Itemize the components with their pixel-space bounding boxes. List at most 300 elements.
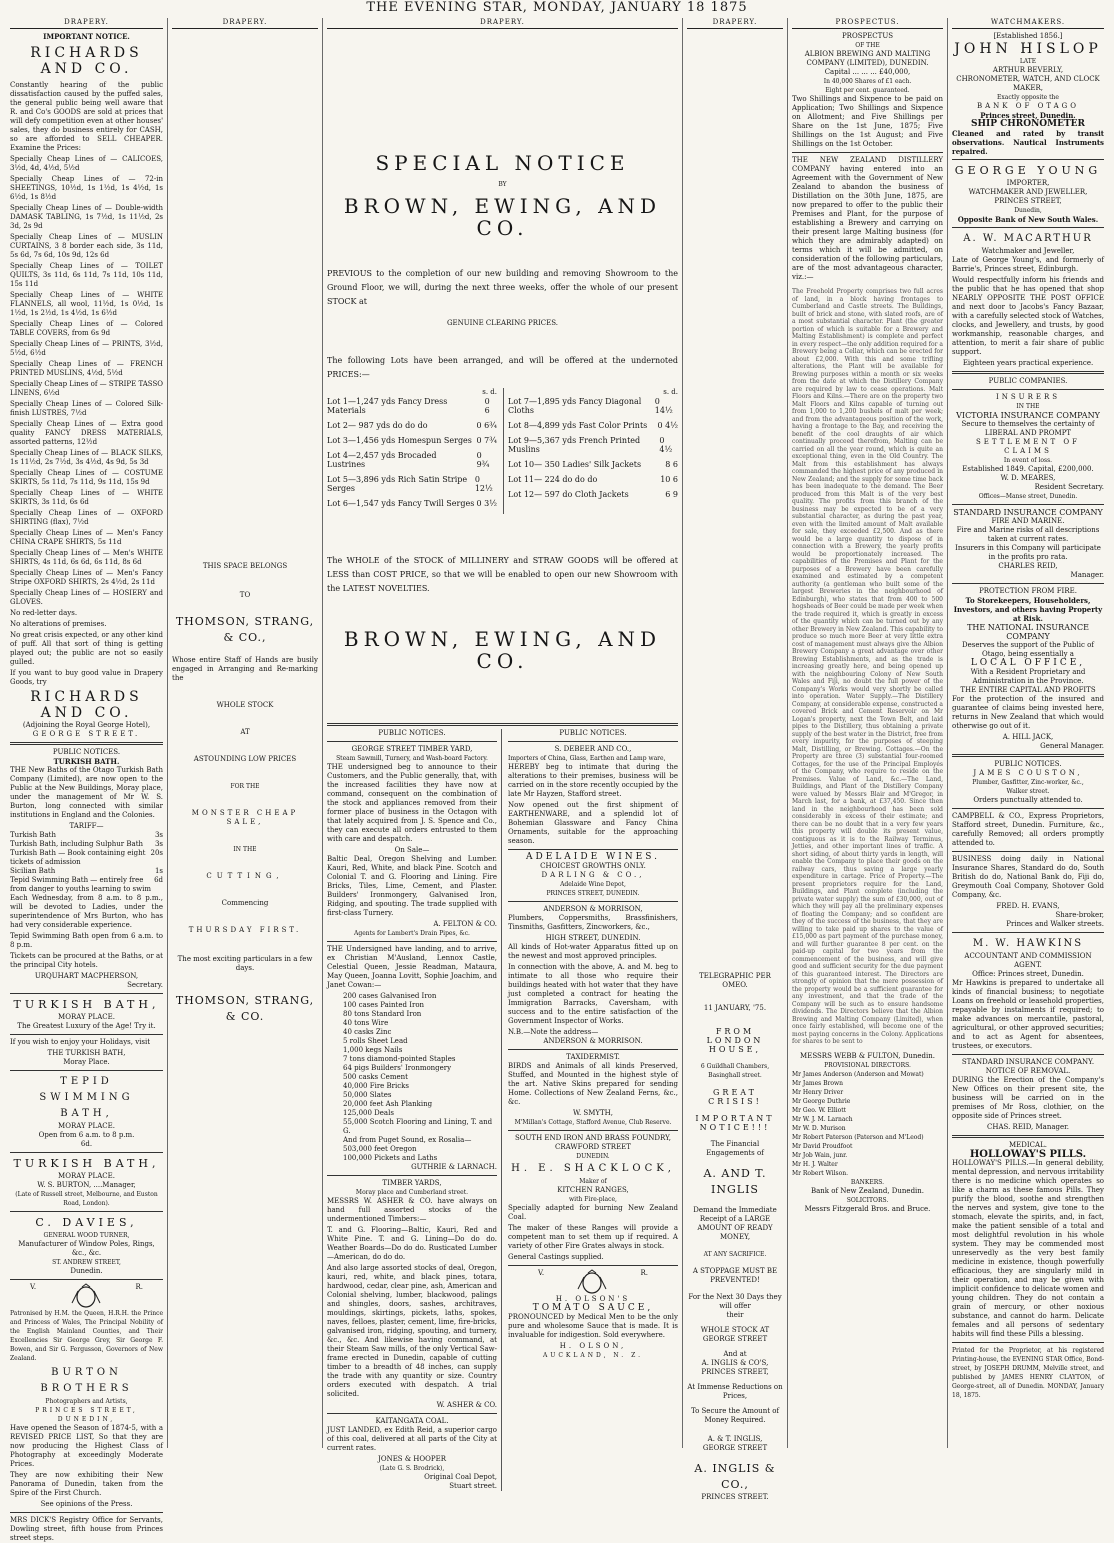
public-notices-6: PUBLIC NOTICES. [994, 760, 1062, 768]
bb-panorama: They are now exhibiting their New Panorama of Dunedin, taken from the Spire of the First Church. [10, 1471, 163, 1497]
tepid-bath-title: TEPID SWIMMING BATH, [39, 1076, 134, 1119]
established: [Established 1856.] [993, 32, 1063, 40]
stuart-street: Stuart street. [449, 1482, 497, 1490]
turkish-bath-4: TURKISH BATH, [13, 1157, 160, 1170]
ship-text: Cleaned and rated by transit observations. Nautical Instruments repaired. [952, 129, 1104, 156]
fireplace: with Fire-place, [569, 1196, 617, 1203]
director-item: Mr David Proudfoot [792, 1142, 853, 1150]
inglis-co: A. INGLIS & CO., [694, 1462, 776, 1491]
pn-left-header: PUBLIC NOTICES. [378, 729, 446, 737]
price-list [10, 155, 163, 607]
cutting: CUTTING, [206, 872, 284, 880]
director-item: Mr James Anderson (Anderson and Mowat) [792, 1070, 924, 1078]
price-list-item: Specially Cheap Lines of — Extra good quality FANCY DRESS MATERIALS, assorted patterns, 12½d [10, 420, 163, 446]
public-notices-header: PUBLIC NOTICES. [52, 748, 121, 756]
adelaide-wines: ADELAIDE WINES. [526, 852, 660, 862]
timber-yards: TIMBER YARDS, [382, 1179, 442, 1187]
price-list-item: Specially Cheap Lines of — MUSLIN CURTAINS, 3 8 border each side, 3s 11d, 5s 6d, 7s 6d, 10s 9d, 12s 6d [10, 233, 163, 259]
price-list-item: Specially Cheap Lines of — WHITE FLANNELS, all wool, 11½d, 1s 0½d, 1s 1½d, 1s 2½d, 1s 4½d, 1s 6½d [10, 291, 163, 317]
burton-brothers: BURTON BROTHERS [40, 1367, 133, 1394]
moray-place: MORAY PLACE. [58, 1013, 115, 1021]
whole-stock-george: WHOLE STOCK AT GEORGE STREET [700, 1326, 770, 1343]
for-the: FOR THE [230, 783, 260, 790]
section-header: WATCHMAKERS. [952, 18, 1104, 29]
late: LATE [1019, 58, 1037, 65]
watchmaker-jeweller: WATCHMAKER AND JEWELLER, [968, 188, 1088, 196]
local-text: With a Resident Proprietary and Administration in the Province. [970, 668, 1086, 685]
and-at: And at [723, 1350, 747, 1358]
tomato-sauce: TOMATO SAUCE, [532, 1303, 654, 1313]
turkish-bath-title: TURKISH BATH. [53, 757, 120, 766]
kitchen-ranges: KITCHEN RANGES, [557, 1186, 629, 1194]
darling-co: DARLING & CO., [541, 871, 645, 879]
asher-sig: W. ASHER & CO. [436, 1401, 497, 1409]
anderson-morrison-2: ANDERSON & MORRISON. [543, 1037, 643, 1045]
section-header: DRAPERY. [172, 18, 318, 29]
wednesday-text: Each Wednesday, from 8 a.m. to 8 p.m., will be devoted to Ladies, under the superintendence of Mrs Burton, who has had very considerable experience. [10, 894, 163, 929]
george-street: GEORGE STREET [702, 1444, 768, 1452]
price-list-item: Specially Cheap Lines of — STRIPE TASSO LINENS, 6½d [10, 380, 163, 397]
young-city: Dunedin, [1014, 207, 1042, 214]
asher-text: MESSRS W. ASHER & CO. have always on hand full assorted stocks of the undermentioned Timbers:— [327, 1197, 497, 1223]
from-london: FROM LONDON HOUSE, [706, 1027, 764, 1054]
tariff-price: 20s [150, 849, 163, 857]
local-office: LOCAL OFFICE, [970, 658, 1086, 668]
public-notices-area [327, 729, 678, 1491]
hill-jack: A. HILL JACK, [1002, 733, 1054, 741]
tariff-item: Tepid Swimming Bath — entirely free from danger to youths learning to swim [10, 876, 152, 893]
bb-text: Have opened the Season of 1874-5, with a REVISED PRICE LIST, So that they are now producing the Highest Class of Photography at exceedingly Moderate Prices. [10, 1424, 163, 1468]
holloway-title: HOLLOWAY'S PILLS. [969, 1149, 1087, 1160]
webb-fulton: MESSRS WEBB & FULTON, Dunedin. [800, 1051, 935, 1060]
cargo-item: 200 cases Galvanised Iron [343, 992, 437, 1000]
directors-title: PROVISIONAL DIRECTORS. [824, 1061, 911, 1069]
lot-description: Lot 9—5,367 yds French Printed Muslins [508, 436, 641, 454]
davies-address: ST. ANDREW STREET, [52, 1259, 121, 1266]
date-line: 11 JANUARY, '75. [703, 1004, 767, 1012]
guildhall: 6 Guildhall Chambers, Basinghall street. [700, 1063, 770, 1079]
debeer-sub: Importers of China, Glass, Earthen and Lamp ware, [508, 755, 666, 762]
stoppage: A STOPPAGE MUST BE PREVENTED! [692, 1267, 778, 1284]
princes-street: PRINCES STREET, [701, 1368, 769, 1376]
olson-name: H. OLSON'S [555, 1295, 631, 1303]
cargo-item: 125,000 Deals [343, 1109, 394, 1117]
timber-text: THE undersigned beg to announce to their Customers, and the Public generally, that, with the increased facilities they have now at command, consequent on the combination of the stock and appliances removed from their former place of business in the Octagon with that lately acquired from J. S. Spence and Co., they can execute all orders entrusted to them with care and despatch. [327, 763, 497, 843]
lambert-text: Agents for Lambert's Drain Pipes, &c. [354, 930, 470, 937]
inglis-cos: A. INGLIS & CO'S, [701, 1359, 769, 1367]
director-item: Mr W. J. M. Larnach [792, 1115, 853, 1123]
thomson-strang: THOMSON, STRANG, & CO., [175, 615, 315, 644]
burton-note: (Late of Russell street, Melbourne, and Euston Road, London). [15, 1191, 158, 1207]
debeer-name: S. DEBEER AND CO., [554, 745, 632, 753]
princes-street-2: PRINCES STREET. [701, 1493, 769, 1501]
nb-text: N.B.—Note the address— [508, 1028, 599, 1036]
lot-price: 0 7¾ [476, 436, 497, 445]
cargo-item: 5 rolls Sheet Lead [343, 1037, 408, 1045]
sacrifice: AT ANY SACRIFICE. [703, 1251, 767, 1258]
fire-marine: FIRE AND MARINE. [991, 517, 1065, 525]
lot-description: Lot 5—3,896 yds Rich Satin Stripe Serges [327, 475, 468, 493]
column-1 [6, 18, 168, 1542]
tariff-item: Turkish Bath — Book containing eight tickets of admission [10, 849, 146, 866]
foundry-title: SOUTH END IRON AND BRASS FOUNDRY, [514, 1134, 672, 1142]
no-alterations: No alterations of premises. [10, 620, 107, 628]
bb-opinions: See opinions of the Press. [40, 1500, 133, 1508]
insurers: INSURERS [995, 393, 1061, 401]
lot-description: Lot 11— 224 do do do [508, 475, 598, 484]
intro-text: Constantly hearing of the public dissatisfaction caused by the puffed sales, the general public being well aware that R. and Co's GOODS are sold at prices that will defy competition even at other houses' sales, they do business entirely for CASH, so are afforded to SELL CHEAPER. Examine the Prices: [10, 81, 163, 152]
general-manager: General Manager. [1040, 742, 1104, 750]
whole-stock: WHOLE STOCK [216, 701, 274, 709]
prospectus-intro: THE NEW ZEALAND DISTILLERY COMPANY having entered into an Agreement with the Government of New Zealand to abandon the business of Distillation on the 30th June, 1875, are now prepared to offer to the public their Premises and Plant, for the purpose of establishing a Brewery and carrying on their present large Malting business (for which they are admirably adapted) on terms which it will be admitted, on consideration of the following particulars, are of the most advantageous character, viz.:— [792, 156, 943, 281]
choicest: CHOICEST GROWTHS ONLY. [540, 862, 646, 870]
asher-list: T. and G. Flooring—Baltic, Kauri, Red and White Pine. T. and G. Lining—Do do do. Weather Boards—Do do do. Rusticated Lumber—American, do do do. [327, 1226, 497, 1261]
taxidermist: TAXIDERMIST. [566, 1053, 620, 1061]
director-item: Mr W. D. Murison [792, 1124, 846, 1132]
landing-text: THE Undersigned have landing, and to arrive, ex Christian M'Ausland, Lennox Castle, Celestial Queen, Jessie Readman, Mataura, May Queen, Joanna Lovitt, Sophie Joachim, and Janet Cowan:— [327, 945, 497, 989]
foundry-city: DUNEDIN. [576, 1153, 610, 1160]
john-hislop: JOHN HISLOP [954, 41, 1102, 57]
street-name: GEORGE STREET. [32, 730, 141, 738]
davies-name: C. DAVIES, [35, 1216, 138, 1229]
section-header: DRAPERY. [327, 18, 678, 29]
tariff-item: Turkish Bath [10, 831, 56, 839]
immense: At Immense Reductions on Prices, [687, 1383, 783, 1400]
cargo-item: 500 casks Cement [343, 1073, 408, 1081]
price-list-item: Specially Cheap Lines of — TOILET QUILTS, 3s 11d, 6s 11d, 7s 11d, 10s 11d, 15s 11d [10, 262, 163, 288]
column-2 [168, 18, 323, 1448]
importer: IMPORTER, [1006, 179, 1050, 187]
public-notices-right [508, 729, 678, 1491]
lot-price: 0 14½ [654, 397, 673, 415]
solicitor-firm: Messrs Fitzgerald Bros. and Bruce. [804, 1204, 931, 1213]
insurers-text: Insurers in this Company will participate in the profits pro rata. [955, 544, 1101, 561]
secretary-title: Secretary. [127, 981, 163, 989]
section-header: PROSPECTUS. [792, 18, 943, 29]
anderson-more: In connection with the above, A. and M. beg to intimate to all those who require their buildings heated with hot water that they have just completed a contract for heating the Immigration Barracks, Caversham, with success and to the entire satisfaction of the Government Inspector of Works. [508, 963, 678, 1025]
bank-of-otago: BANK OF OTAGO [976, 102, 1079, 110]
section-header: DRAPERY. [687, 18, 783, 29]
payment-terms: Two Shillings and Sixpence to be paid on Application; Two Shillings and Sixpence on Allotment; and Five Shillings per Share on the 1st June, 1875; Five Shillings on the 1st August; and Five Shillings on the 1st October. [792, 95, 943, 148]
exciting-text: The most exciting particulars in a few days. [177, 955, 313, 972]
royal-arms-row [10, 1283, 163, 1309]
in-the: IN THE [1016, 403, 1040, 410]
standard-2: STANDARD INSURANCE COMPANY. [961, 1058, 1095, 1066]
shacklock-name: H. E. SHACKLOCK, [511, 1163, 675, 1174]
cargo-item: 100,000 Pickets and Laths [343, 1154, 438, 1162]
lots-intro: The following Lots have been arranged, and will be offered at the undernoted PRICES:— [327, 356, 678, 379]
lots-right [508, 397, 678, 499]
commencing: Commencing [221, 899, 269, 907]
lot-price: 10 6 [660, 475, 678, 484]
couston-addr: Walker street. [1006, 788, 1050, 795]
tariff-price: 6d [154, 876, 163, 884]
removal-text: DURING the Erection of the Company's New Offices on their present site, the business will be carried on in the premises of Mr Ross, clothier, on the opposite side of Princes street. [952, 1076, 1104, 1120]
national-insurance: THE NATIONAL INSURANCE COMPANY [967, 623, 1089, 641]
auckland: AUCKLAND, N. Z. [542, 1352, 644, 1359]
turkish-bath-title-2: TURKISH BATH, [13, 998, 160, 1011]
hawkins-sub: ACCOUNTANT AND COMMISSION AGENT. [964, 952, 1092, 969]
guaranteed: Eight per cent. guaranteed. [825, 87, 910, 94]
important-notice: IMPORTANT NOTICE!!! [695, 1114, 775, 1132]
hawkins-text: Mr Hawkins is prepared to undertake all kinds of financial business; to negotiate Loans on freehold or leasehold properties, repayable by instalments if required; to make advances on mercantile, pastoral, agricultural, or other approved securities; and to act as Agent for absentees, trustees, or executors. [952, 979, 1104, 1050]
lot-description: Lot 8—4,899 yds Fast Color Prints [508, 421, 648, 430]
ranges-more: The maker of these Ranges will provide a competent man to set them up if required. A variety of other Fire Grates always in stock. [508, 1224, 678, 1250]
cargo-item: 40 tons Wire [343, 1019, 389, 1027]
felton-sig: A. FELTON & CO. [433, 920, 497, 928]
director-item: Mr James Brown [792, 1079, 844, 1087]
previous-text: PREVIOUS to the completion of our new building and removing Showroom to the Ground Floor, we will, during the next three weeks, offer the whole of our present STOCK at [327, 269, 678, 306]
cargo-item: 40,000 Fire Bricks [343, 1082, 410, 1090]
notice-removal: NOTICE OF REMOVAL. [985, 1067, 1071, 1075]
manager: Manager. [1070, 571, 1104, 579]
lot-price: 0 4½ [657, 421, 678, 430]
cargo-item: 55,000 Scotch Flooring and Lining, T. and G. [343, 1118, 493, 1135]
anderson-addr: HIGH STREET, DUNEDIN. [545, 934, 641, 942]
entire-capital: THE ENTIRE CAPITAL AND PROFITS [960, 686, 1096, 694]
timber-title: GEORGE STREET TIMBER YARD, [351, 745, 473, 753]
ship-chronometer: SHIP CHRONOMETER [970, 119, 1086, 129]
special-notice: SPECIAL NOTICE [375, 151, 630, 175]
tickets-text: Tickets can be procured at the Baths, or at the principal City hotels. [10, 952, 163, 969]
genuine-prices: GENUINE CLEARING PRICES. [446, 319, 559, 327]
director-item: Mr Henry Driver [792, 1088, 844, 1096]
charles-reid: CHARLES REID, [998, 562, 1058, 570]
vr-r-2: R. [640, 1269, 648, 1277]
bb-street: PRINCES STREET, DUNEDIN, [35, 1407, 138, 1423]
lot-description: Lot 10— 350 Ladies' Silk Jackets [508, 460, 642, 469]
no-red-letter: No red-letter days. [10, 609, 78, 617]
lot-row [327, 397, 497, 415]
cargo-item: 80 tons Standard Iron [343, 1010, 422, 1018]
smyth-name: W. SMYTH, [572, 1109, 613, 1117]
tariff-item: Sicilian Bath [10, 867, 56, 875]
price-list-item: Specially Cheap Lines of — COSTUME SKIRTS, 5s 11d, 7s 11d, 9s 11d, 15s 9d [10, 469, 163, 486]
darling-addr: PRINCES STREET, DUNEDIN. [546, 890, 640, 897]
lot-description: Lot 2— 987 yds do do do [327, 421, 428, 430]
thomson-strang-2: THOMSON, STRANG, & CO. [175, 994, 315, 1023]
taxidermist-text: BIRDS and Animals of all kinds Preserved, Stuffed, and Mounted in the highest style of the art. Native Skins prepared for sending Home. Collections of New Zealand Ferns, &c., &c. [508, 1062, 678, 1106]
printer-imprint: Printed for the Proprietor, at his registered Printing-house, the EVENING STAR Office, Bond-street, by JOSEPH DRUMM, Melville street, and published by JAMES HENRY CLAYTON, of George-street, all of Dunedin. MONDAY, January 18, 1875. [952, 1347, 1104, 1399]
capital: Capital ... ... ... £40,000, [824, 68, 911, 76]
tariff-row [10, 867, 163, 876]
lot-description: Lot 12— 597 do Cloth Jackets [508, 490, 629, 499]
lot-row [508, 475, 678, 484]
campbell: CAMPBELL & CO., Express Proprietors, Stafford street, Dunedin. Furniture, &c., carefully Removed; all orders promptly attended to. [952, 812, 1104, 847]
burton-manager: W. S. BURTON, ....Manager, [37, 1181, 136, 1189]
lot-price: 0 6¾ [476, 421, 497, 430]
lot-price: 0 9¾ [476, 451, 490, 469]
anderson-text: Plumbers, Coppersmiths, Brassfinishers, Tinsmiths, Gasfitters, Zincworkers, &c., [508, 914, 678, 931]
jones-hooper: JONES & HOOPER [378, 1455, 446, 1463]
column-5 [788, 18, 948, 1448]
price-list-item: Specially Cheap Lines of — BLACK SILKS, 1s 11½d, 2s 7½d, 3s 4½d, 4s 9d, 5s 3d [10, 449, 163, 466]
protection-sub: To Storekeepers, Householders, Investors, and others having Property at Risk. [953, 596, 1103, 623]
evans-addr: Princes and Walker streets. [1006, 920, 1104, 928]
price-list-item: Specially Cheap Lines of — Colored Silk-finish LUSTRES, 7½d [10, 400, 163, 417]
by-text: BY [498, 181, 507, 188]
sd-label-right: s. d. [663, 388, 678, 396]
lot-price: 6 9 [665, 490, 678, 499]
tariff-price: 3s [154, 840, 163, 848]
tepid-hours: Open from 6 a.m. to 8 p.m. [38, 1131, 135, 1139]
foundry-addr: CRAWFORD STREET [555, 1143, 631, 1151]
lot-price: 0 3½ [476, 499, 497, 508]
tariff-row [10, 831, 163, 840]
timber-sub: Steam Sawmill, Turnery, and Wash-board Factory. [336, 755, 488, 762]
exactly-opposite: Exactly opposite the [997, 94, 1059, 101]
price-list-item: Specially Cheap Lines of — WHITE SKIRTS, 3s 11d, 6s 6d [10, 489, 163, 506]
offices: Offices—Manse street, Dunedin. [978, 493, 1078, 500]
price-list-item: Specially Cheap Lines of — Double-width DAMASK TABLING, 1s 7½d, 1s 11½d, 2s 3d, 2s 9d [10, 204, 163, 230]
prospectus-body: The Freehold Property comprises two full acres of land, in a block having frontages to Cumberland and Castle streets. The Buildings, built of brick and stone, with slated roofs, are of a most substantial character. Plant (the greater portion of which is suitable for a Brewery and Malting Establishment) is complete and perfect in every respect—the only addition required for a Brewery being a Cellar, which can be erected for about £2,000. With this and some trifling alterations, the Plant will be available for Brewing purposes within a month or six weeks from the date at which the Distillery Company are required by law to cease operations. Malt Floors and Kilns.—There are on the property two Malt Floors and Kilns capable of turning out from 1,000 to 1,200 bushels of malt per week; and from the advantageous position of the work, having a frontage to the Bay, and receiving the benefit of the cool draughts of air which continually proceed therefrom, Malting can be carried on all the year round, which is quite an exceptional thing, even in the Old Country. The Malt from this establishment has always commanded the highest price of any produced in New Zealand; and the supply for some time back has been inadequate to the demand. The Beer produced from this Malt is of the very best quality. The profits from this branch of the business may be expected to be of a very substantial character, as during the past year, even with the limited amount of Malt available for sale, they exceeded £2,500. And as there would be a large quantity to dispose of in connection with a Brewery, the yearly profits would be proportionately increased. The capabilities of the Premises and Plant for the purposes of a Brewery have been carefully examined and estimated by a competent authority (a gentleman who built some of the largest Breweries in the neighbourhood of Edinburgh), who states that from 400 to 500 hogsheads of Beer could be made per week when the trade required it, which is greatly in excess of the quantity which can be turned out by any other Brewery in New Zealand. This capability to produce so much more Beer at very little extra cost of management must always give the Albion Brewery Company a great advantage over other Brewing Establishments, and as the trade is increasing greatly here, and being opened up with the neighbouring Colony of New South Wales and Fiji, no doubt the full power of the Company's Works would very shortly be called into operation. Water Supply.—The Distillery Company, at considerable expense, constructed a covered Brick and Cement Reservoir on Mr Logan's property, next the Town Belt, and laid pipes to the Distillery, thus obtaining a private supply of the best water in the District, free from every impurity, for the purposes of steeping Malt, Distilling, or Brewing. Cottages.—On the Property are three (3) substantial four-roomed Cottages, for the use of the Principal Employés of the Company, who require to reside on the Premises. Value of Land, &c.—The Land, Buildings, and Plant of the Distillery Company were valued by Messrs Blair and M'Gregor, in March last, for a bank, at £37,450. Since then land in the neighbourhood has been sold considerably in excess of their estimate; and there can be no doubt that in a very few years this property will double its present value, contiguous as it is to the Railway Terminus, Jetties, and other important lines of traffic. A short siding, of about thirty yards in length, will enable the Company to place their goods on the railway cars, thus saving a large yearly expenditure in cartage. Price of Property.—The present proprietors require for the Land, Buildings, and Plant complete (including the private water supply) the sum of £30,000, out of which they will pay all the preliminary expenses of floating the Company; and so confident are they of the success of the business, that they are willing to take paid up shares to the value of £15,000 as part payment of the purchase money, and will further guarantee 8 per cent. on the paid-up capital for two years from the commencement of the business, and will give good and sufficient security for the due payment of this guaranteed interest. The Directors are strongly of opinion that the mere possession of the property would be a sufficient guarantee for any investment, and that the trade of the Company will be such as to ensure handsome dividends. The Directors believe that the Albion Brewing and Malting Company (Limited), when once fairly established, will become one of the most paying concerns in the Colony. Applications for shares to be sent to [792, 288, 943, 1045]
cargo-item: 100 cases Painted Iron [343, 1001, 425, 1009]
lot-row [327, 475, 497, 493]
patron-text: Patronised by H.M. the Queen, H.R.H. the Prince and Princess of Wales, The Principal Nobility of the English Mainland Counties, and Their Excellencies Sir George Grey, Sir George F. Bowen, and Sir G. Fergusson, Governors of New Zealand. [10, 1310, 163, 1362]
lot-price: 8 6 [665, 460, 678, 469]
established-capital: Established 1849. Capital, £200,000. [962, 465, 1094, 473]
bankers-title: BANKERS. [850, 1178, 885, 1186]
lot-description: Lot 4—2,457 yds Brocaded Lustrines [327, 451, 437, 469]
price-list-item: Specially Cheap Lines of — OXFORD SHIRTING (flax), 7½d [10, 509, 163, 526]
tariff-row [10, 849, 163, 867]
lot-row [508, 421, 678, 430]
settlement: SETTLEMENT OF CLAIMS [975, 438, 1081, 455]
to-text: TO [239, 591, 251, 599]
hawkins-office: Office: Princes street, Dunedin. [972, 970, 1084, 978]
lot-description: Lot 7—1,895 yds Fancy Diagonal Cloths [508, 397, 642, 415]
financial: The Financial Engagements of [706, 1140, 764, 1157]
cargo-item: 503,000 feet Oregon [343, 1145, 417, 1153]
inglis: A. AND T. INGLIS [703, 1167, 767, 1196]
castings: General Castings supplied. [508, 1253, 604, 1261]
cargo-list [327, 992, 497, 1163]
their: their [726, 1311, 744, 1319]
section-header: DRAPERY. [10, 18, 163, 29]
bank-name: Bank of New Zealand, Dunedin. [810, 1186, 925, 1195]
tariff-row [10, 840, 163, 849]
tariff-item: Turkish Bath, including Sulphur Bath [10, 840, 144, 848]
tepid-price: 6d. [80, 1140, 93, 1148]
lot-row [508, 436, 678, 454]
company-name: ALBION BREWING AND MALTING COMPANY (LIMITED), DUNEDIN. [804, 50, 931, 67]
price-list-item: Specially Cheap Lines of — Men's Fancy Stripe OXFORD SHIRTS, 2s 4½d, 2s 11d [10, 569, 163, 586]
lot-row [327, 499, 497, 508]
column-4 [683, 18, 788, 1501]
vr-v: V. [30, 1283, 37, 1291]
standard-insurance: STANDARD INSURANCE COMPANY [953, 508, 1103, 517]
liberal-prompt: LIBERAL AND PROMPT [984, 429, 1072, 437]
lot-price: 0 4½ [659, 436, 673, 454]
thomson-text: Whose entire Staff of Hands are busily engaged in Arranging and Re-marking the [172, 656, 318, 682]
solicitors-title: SOLICITORS. [846, 1196, 889, 1204]
moray-place-3: Moray Place. [63, 1058, 110, 1066]
lot-description: Lot 3—1,456 yds Homespun Serges [327, 436, 472, 445]
debeer-text: HEREBY beg to intimate that during the alterations to their premises, business will be carried on in the store recently occupied by the late Mr Hayzen, Stafford street. [508, 763, 678, 798]
adjoining-text: (Adjoining the Royal George Hotel), [22, 721, 151, 729]
cargo-item: 64 pigs Builders' Ironmongery [343, 1064, 452, 1072]
shares: In 40,000 Shares of £1 each. [823, 78, 912, 85]
protection: PROTECTION FROM FIRE. [979, 587, 1077, 595]
turkish-bath-3: THE TURKISH BATH, [47, 1049, 126, 1057]
cargo-item: 7 tons diamond-pointed Staples [343, 1055, 456, 1063]
at-text: AT [240, 728, 250, 736]
great-crisis: GREAT CRISIS! [708, 1088, 762, 1106]
beverly: ARTHUR BEVERLY, [992, 66, 1064, 74]
capital-text: For the protection of the insured and guarantee of claims being invested here, returns in New Zealand that which would otherwise go out of it. [952, 695, 1104, 730]
jones-sub: (Late G. S. Brodrick), [379, 1465, 445, 1472]
cargo-item: 40 casks Zinc [343, 1028, 392, 1036]
princes-dunedin: Princes street, Dunedin. [980, 111, 1076, 120]
in-the: IN THE [233, 846, 257, 853]
chas-reid: CHAS. REID, Manager. [987, 1123, 1069, 1131]
space-belongs: THIS SPACE BELONGS [202, 562, 288, 570]
turkish-bath-text: THE New Baths of the Otago Turkish Bath Company (Limited), are now open to the Public at the New Buildings, Moray place, under the management of Mr W. S. Burton, long connected with similar institutions in England and the Colonies. [10, 766, 163, 819]
debeer-now: Now opened out the first shipment of EARTHENWARE, and a splendid lot of Bohemian Glassware and Fancy China Ornaments, suitable for the approaching season. [508, 801, 678, 845]
lots-table [327, 388, 678, 514]
lots-left [327, 397, 497, 508]
hawkins: M. W. HAWKINS [972, 938, 1084, 949]
column-6 [948, 18, 1108, 1448]
royal-arms-icon [66, 1283, 106, 1309]
no-crisis: No great crisis expected, or any other kind of puff. All that sort of thing is getting played out; the public are not so easily gulled. [10, 631, 163, 666]
demand: Demand the Immediate Receipt of a LARGE AMOUNT OF READY MONEY, [693, 1206, 777, 1241]
kaitangata-text: JUST LANDED, ex Edith Reid, a superior cargo of this coal, delivered at all parts of the City at current rates. [327, 1426, 497, 1452]
director-item: Mr George Duthrie [792, 1097, 851, 1105]
couston-sub: Plumber, Gasfitter, Zinc-worker, &c., [972, 779, 1084, 786]
of-the: OF THE [855, 42, 880, 49]
director-item: Mr Geo. W. Elliott [792, 1106, 847, 1114]
cargo-item: And from Puget Sound, ex Rosalia— [343, 1136, 472, 1144]
lot-row [327, 421, 497, 430]
sd-label: s. d. [482, 388, 497, 396]
anderson-morrison: ANDERSON & MORRISON, [543, 905, 643, 913]
price-list-item: Specially Cheap Lines of — Colored TABLE COVERS, from 6s 9d [10, 320, 163, 337]
macarthur-late: Late of George Young's, and formerly of Barrie's, Princes street, Edinburgh. [952, 256, 1104, 273]
vr-r: R. [135, 1283, 143, 1291]
luxury-text: The Greatest Luxury of the Age! Try it. [17, 1022, 156, 1030]
royal-arms-icon [572, 1269, 612, 1295]
secretary-name: URQUHART MACPHERSON, [34, 972, 139, 980]
director-item: Mr Robert Wilson. [792, 1169, 848, 1177]
kaitangata-coal: KAITANGATA COAL. [375, 1417, 449, 1425]
brown-ewing-2: BROWN, EWING, AND CO. [343, 627, 662, 673]
shacklock-sub: Maker of [579, 1178, 607, 1185]
holloway-text: HOLLOWAY'S PILLS.—In general debility, mental depression, and nervous irritability there is no medicine which operates so like a charm as these famous Pills. They purify the blood, soothe and strengthen the nerves and system, give tone to the stomach, elevate the spirits, and, in fact, make the patient sensible of a total and most delightful revolution in his whole system. They may be commended most unreservedly as the very best family medicine in existence, though powerfully efficacious, they are singularly mild in their operation, and may be given with implicit confidence to delicate women and young children. They do not contain a grain of mercury, or other noxious substance, and cannot do harm. Delicate females and all persons of sedentary habits will find these Pills a blessing. [952, 1159, 1104, 1338]
directors-list [792, 1070, 943, 1178]
tariff-price: 3s [154, 831, 163, 839]
column-3 [323, 18, 683, 1490]
resident-secretary: Resident Secretary. [1034, 483, 1104, 491]
vr-v-2: V. [538, 1269, 545, 1277]
macarthur-sub: Watchmaker and Jeweller, [981, 247, 1075, 255]
darling-sub: Adelaide Wine Depot, [560, 881, 626, 888]
tomato-text: PRONOUNCED by Medical Men to be the only pure and wholesome Sauce that is made. It is invaluable for indigestion. Sold everywhere. [508, 1313, 678, 1339]
lot-row [508, 460, 678, 469]
cargo-item: 20,000 feet Ash Planking [343, 1100, 433, 1108]
macarthur: A. W. MACARTHUR [963, 233, 1093, 244]
monster-sale: MONSTER CHEAP SALE, [191, 809, 299, 826]
anderson-note: All kinds of Hot-water Apparatus fitted up on the newest and most approved principles. [508, 943, 678, 960]
moray-place-4: MORAY PLACE. [58, 1172, 115, 1180]
pn-right-header: PUBLIC NOTICES. [559, 729, 627, 737]
smyth-addr: M'Millan's Cottage, Stafford Avenue, Club Reserve. [514, 1119, 672, 1126]
tariff-price: 1s [154, 867, 163, 875]
newspaper-page [6, 18, 1108, 1542]
chronometer: CHRONOMETER, WATCH, AND CLOCK MAKER, [956, 75, 1100, 92]
prospectus-title: PROSPECTUS [841, 32, 894, 40]
next-30-days: For the Next 30 Days they will offer [688, 1293, 782, 1310]
